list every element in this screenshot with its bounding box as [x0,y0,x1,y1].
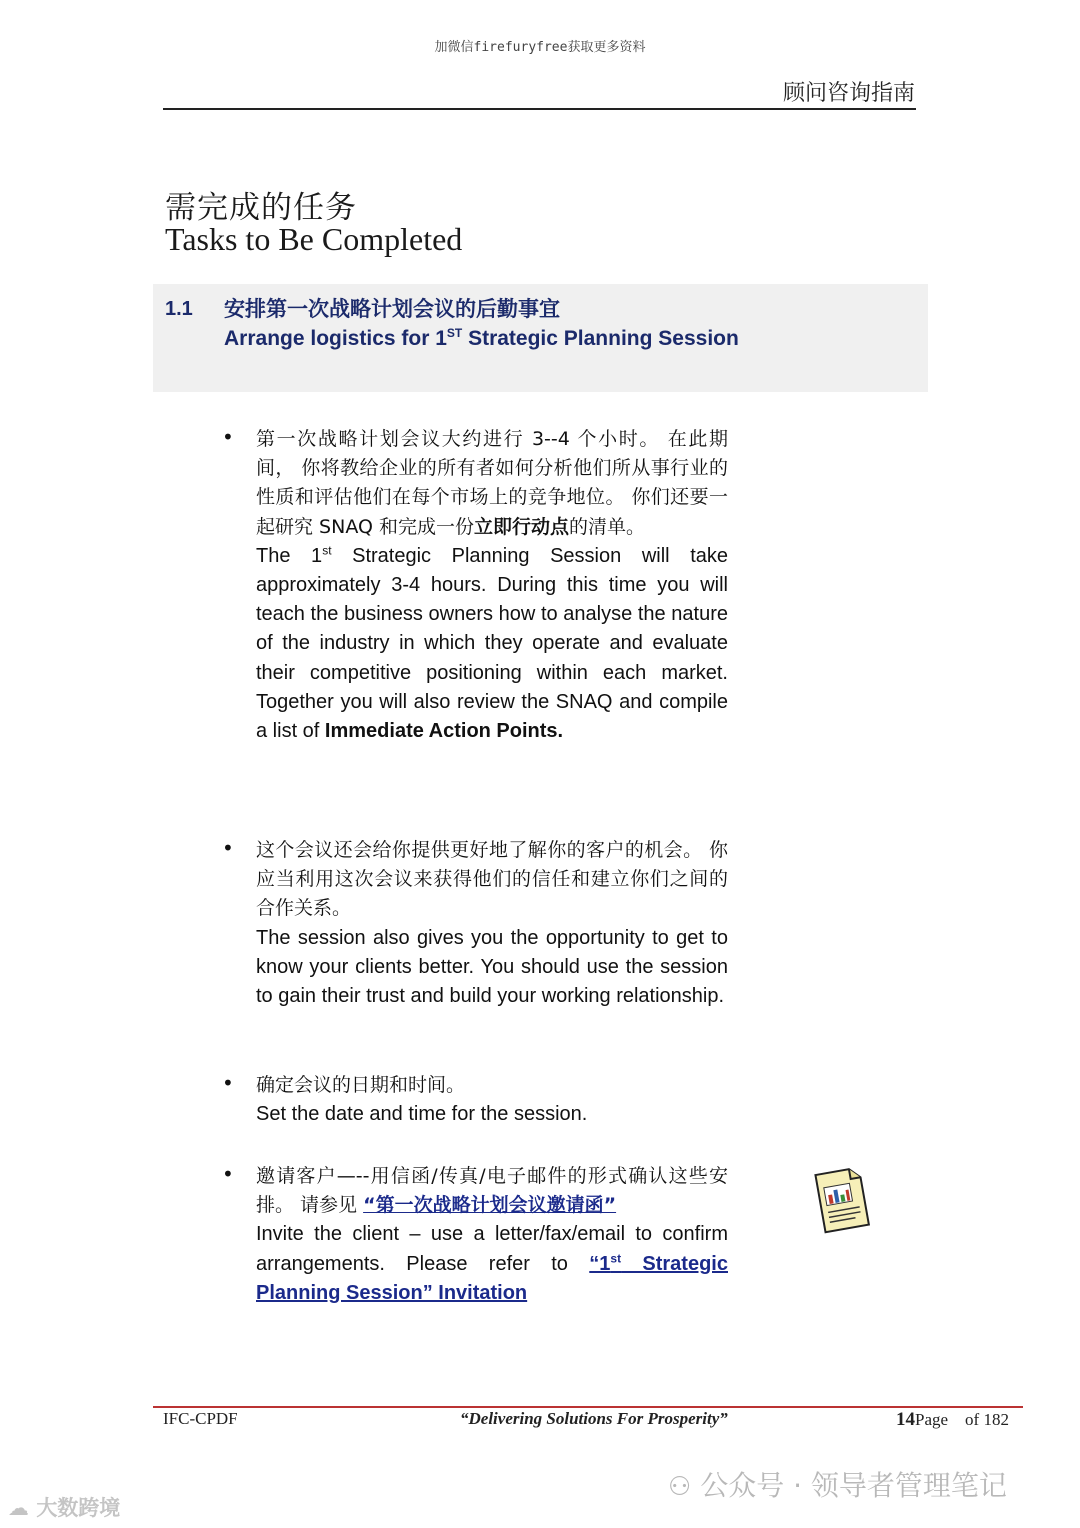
bullet-icon: • [222,1162,234,1186]
page-number: 14 [896,1409,915,1430]
bullet-1-cn [256,425,728,542]
bullet-1 [256,425,728,746]
footer-rule [153,1406,1023,1408]
bullet-1-en-bold: Immediate Action Points. [324,720,564,743]
invitation-link-en-post: Strategic Planning Session” Invitation [256,1252,728,1304]
task-number: 1.1 [165,298,193,320]
header-rule [163,108,916,110]
bullet-icon: • [222,425,234,449]
section-title-en: Tasks to Be Completed [165,221,463,257]
bullet-4-en-text: Invite the client – use a letter/fax/email to confirm arrangements. Please refer to [256,1223,728,1275]
bottom-watermark [668,1464,1007,1504]
task-title-en-post: Strategic Planning Session [462,326,739,350]
corner-watermark-text: 大数跨境 [36,1496,121,1520]
bullet-1-en-sup: st [322,543,332,558]
task-title-en-sup: ST [446,325,463,340]
footer-left: IFC-CPDF [163,1409,238,1428]
bullet-3-cn: 确定会议的日期和时间。 [256,1074,466,1096]
bullet-4-cn-text: 邀请客户—--用信函/传真/电子邮件的形式确认这些安排。 请参见 [256,1165,728,1217]
corner-logo-icon: ☁ [8,1496,29,1520]
bullet-2-cn: 这个会议还会给你提供更好地了解你的客户的机会。 你应当利用这次会议来获得他们的信任和建立你们之间的合作关系。 [256,839,728,920]
bullet-1-cn-tail: 的清单。 [569,515,646,538]
task-title-cn: 安排第一次战略计划会议的后勤事宜 [224,298,560,321]
bullet-1-en-text: Strategic Planning Session will take approximately 3-4 hours. During this time you will teach the business owners how to analyse the nature of the industry in which they operate and evaluate their competitive positioning within each market. Together you will also review the SNAQ and compile a list of [256,544,728,743]
bullet-1-en [256,542,728,746]
bullet-2 [256,836,728,1011]
bullet-icon: • [222,1071,234,1095]
bullet-2-en: The session also gives you the opportunity to get to know your clients better. You should use the session to gain their trust and build your working relationship. [256,926,728,1008]
task-title-en-pre: Arrange logistics for 1 [224,326,447,350]
page-label: Page [915,1410,949,1429]
bullet-icon: • [222,836,234,860]
bullet-3 [256,1071,728,1129]
footer-slogan: “Delivering Solutions For Prosperity” [460,1409,728,1428]
section-title-cn: 需完成的任务 [165,190,357,226]
bullet-4-en [256,1220,728,1308]
document-chart-icon [808,1163,874,1235]
bullet-1-cn-bold: 立即行动点 [473,515,569,538]
top-watermark: 加微信firefuryfree获取更多资料 [434,40,646,55]
task-title-en [224,325,784,354]
bullet-3-en: Set the date and time for the session. [256,1103,588,1126]
invitation-link-en-pre: “1 [589,1252,611,1275]
task-heading [224,296,784,353]
page-of: of 182 [965,1410,1009,1429]
bullet-1-en-pre: The 1 [256,544,323,567]
corner-watermark [8,1492,120,1522]
bullet-4 [256,1162,728,1308]
invitation-link-cn[interactable]: “第一次战略计划会议邀请函” [363,1194,617,1217]
bullet-4-cn [256,1162,728,1220]
footer-page [896,1409,1009,1431]
bottom-watermark-text: 公众号 · 领导者管理笔记 [700,1469,1007,1502]
bullet-1-cn-text: 第一次战略计划会议大约进行 3--4 个小时。 在此期间， 你将教给企业的所有者如何分析他们所从事行业的性质和评估他们在每个市场上的竞争地位。 你们还要一起研究 SNAQ 和完成一份 [256,428,728,538]
wechat-icon: ⚇ [668,1472,692,1502]
header-title: 顾问咨询指南 [782,81,915,106]
invitation-link-en-sup: st [610,1250,622,1265]
